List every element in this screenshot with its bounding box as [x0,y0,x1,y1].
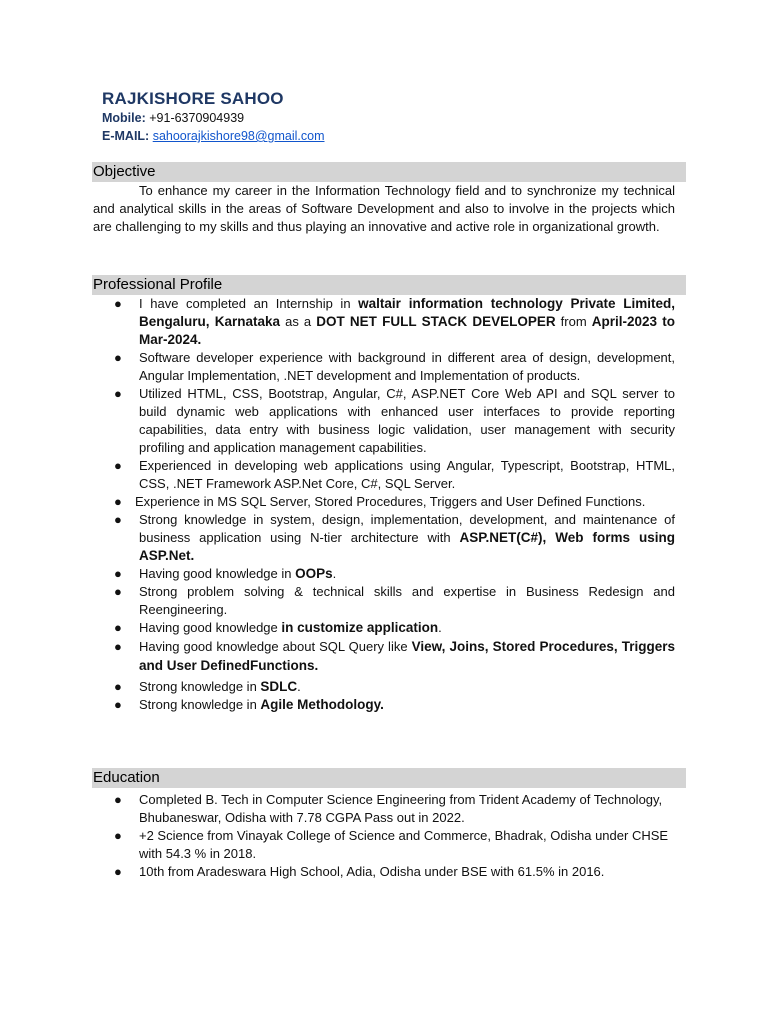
bullet-icon: ● [114,296,122,311]
mobile-label: Mobile: [102,111,146,125]
bullet-icon: ● [114,639,122,654]
profile-heading: Professional Profile [92,275,686,295]
bullet-icon: ● [114,512,122,527]
list-item: ● Having good knowledge about SQL Query like View, Joins, Stored Procedures, Triggers and User DefinedFunctions. [114,639,676,673]
bullet-icon: ● [114,792,122,807]
education-list [93,791,675,881]
bullet-icon: ● [114,828,122,843]
list-item: ● Utilized HTML, CSS, Bootstrap, Angular, C#, ASP.NET Core Web API and SQL server to build dynamic web applications with enhanced user interfaces to provide reporting capabilities, data entry with business logic validation, user management with security profiling and application management capabilities. [114,386,675,455]
bullet-icon: ● [114,566,122,581]
bullet-icon: ● [114,350,122,365]
list-item: ● I have completed an Internship in waltair information technology Private Limited, Bengaluru, Karnataka as a DOT NET FULL STACK DEVELOPER from April-2023 to Mar-2024. [114,296,675,347]
list-item: ● Experienced in developing web applications using Angular, Typescript, Bootstrap, HTML, CSS, .NET Framework ASP.Net Core, C#, SQL Server. [114,458,675,491]
profile-list [93,295,675,714]
list-item: ● 10th from Aradeswara High School, Adia, Odisha under BSE with 61.5% in 2016. [114,864,605,879]
bullet-icon: ● [114,864,122,879]
bullet-icon: ● [114,386,122,401]
list-item: ● Completed B. Tech in Computer Science Engineering from Trident Academy of Technology, Bhubaneswar, Odisha with 7.78 CGPA Pass out in 2022. [114,792,663,825]
bullet-icon: ● [114,494,122,509]
bullet-icon: ● [114,679,122,694]
list-item: ● Strong knowledge in system, design, implementation, development, and maintenance of business application using N-tier architecture with ASP.NET(C#), Web forms using ASP.Net. [114,512,676,563]
objective-body: To enhance my career in the Information Technology field and to synchronize my technical and analytical skills in the areas of Software Development and also to involve in the projects which are challenging to my skills and thus playing an innovative and active role in organizational growth. [93,183,675,234]
list-item: ● Having good knowledge in customize application. [114,620,442,635]
education-heading: Education [92,768,686,788]
bullet-icon: ● [114,584,122,599]
email-label: E-MAIL: [102,129,150,143]
list-item: ● Strong problem solving & technical skills and expertise in Business Redesign and Reengineering. [114,584,675,617]
list-item: ● Strong knowledge in Agile Methodology. [114,697,384,712]
objective-heading: Objective [92,162,686,182]
mobile-line [102,111,244,125]
list-item: ● Experience in MS SQL Server, Stored Procedures, Triggers and User Defined Functions. [114,494,646,509]
email-link[interactable]: sahoorajkishore98@gmail.com [152,129,325,143]
list-item: ● Strong knowledge in SDLC. [114,679,301,694]
list-item: ● Software developer experience with background in different area of design, development, Angular Implementation, .NET development and Implementation of products. [114,350,675,383]
email-line [102,129,325,143]
candidate-name: RAJKISHORE SAHOO [102,89,284,108]
mobile-value: +91-6370904939 [149,111,245,125]
list-item: ● Having good knowledge in OOPs. [114,566,337,581]
bullet-icon: ● [114,620,122,635]
list-item: ● +2 Science from Vinayak College of Science and Commerce, Bhadrak, Odisha under CHSE with 54.3 % in 2018. [114,828,669,861]
bullet-icon: ● [114,697,122,712]
objective-text [93,182,675,236]
bullet-icon: ● [114,458,122,473]
